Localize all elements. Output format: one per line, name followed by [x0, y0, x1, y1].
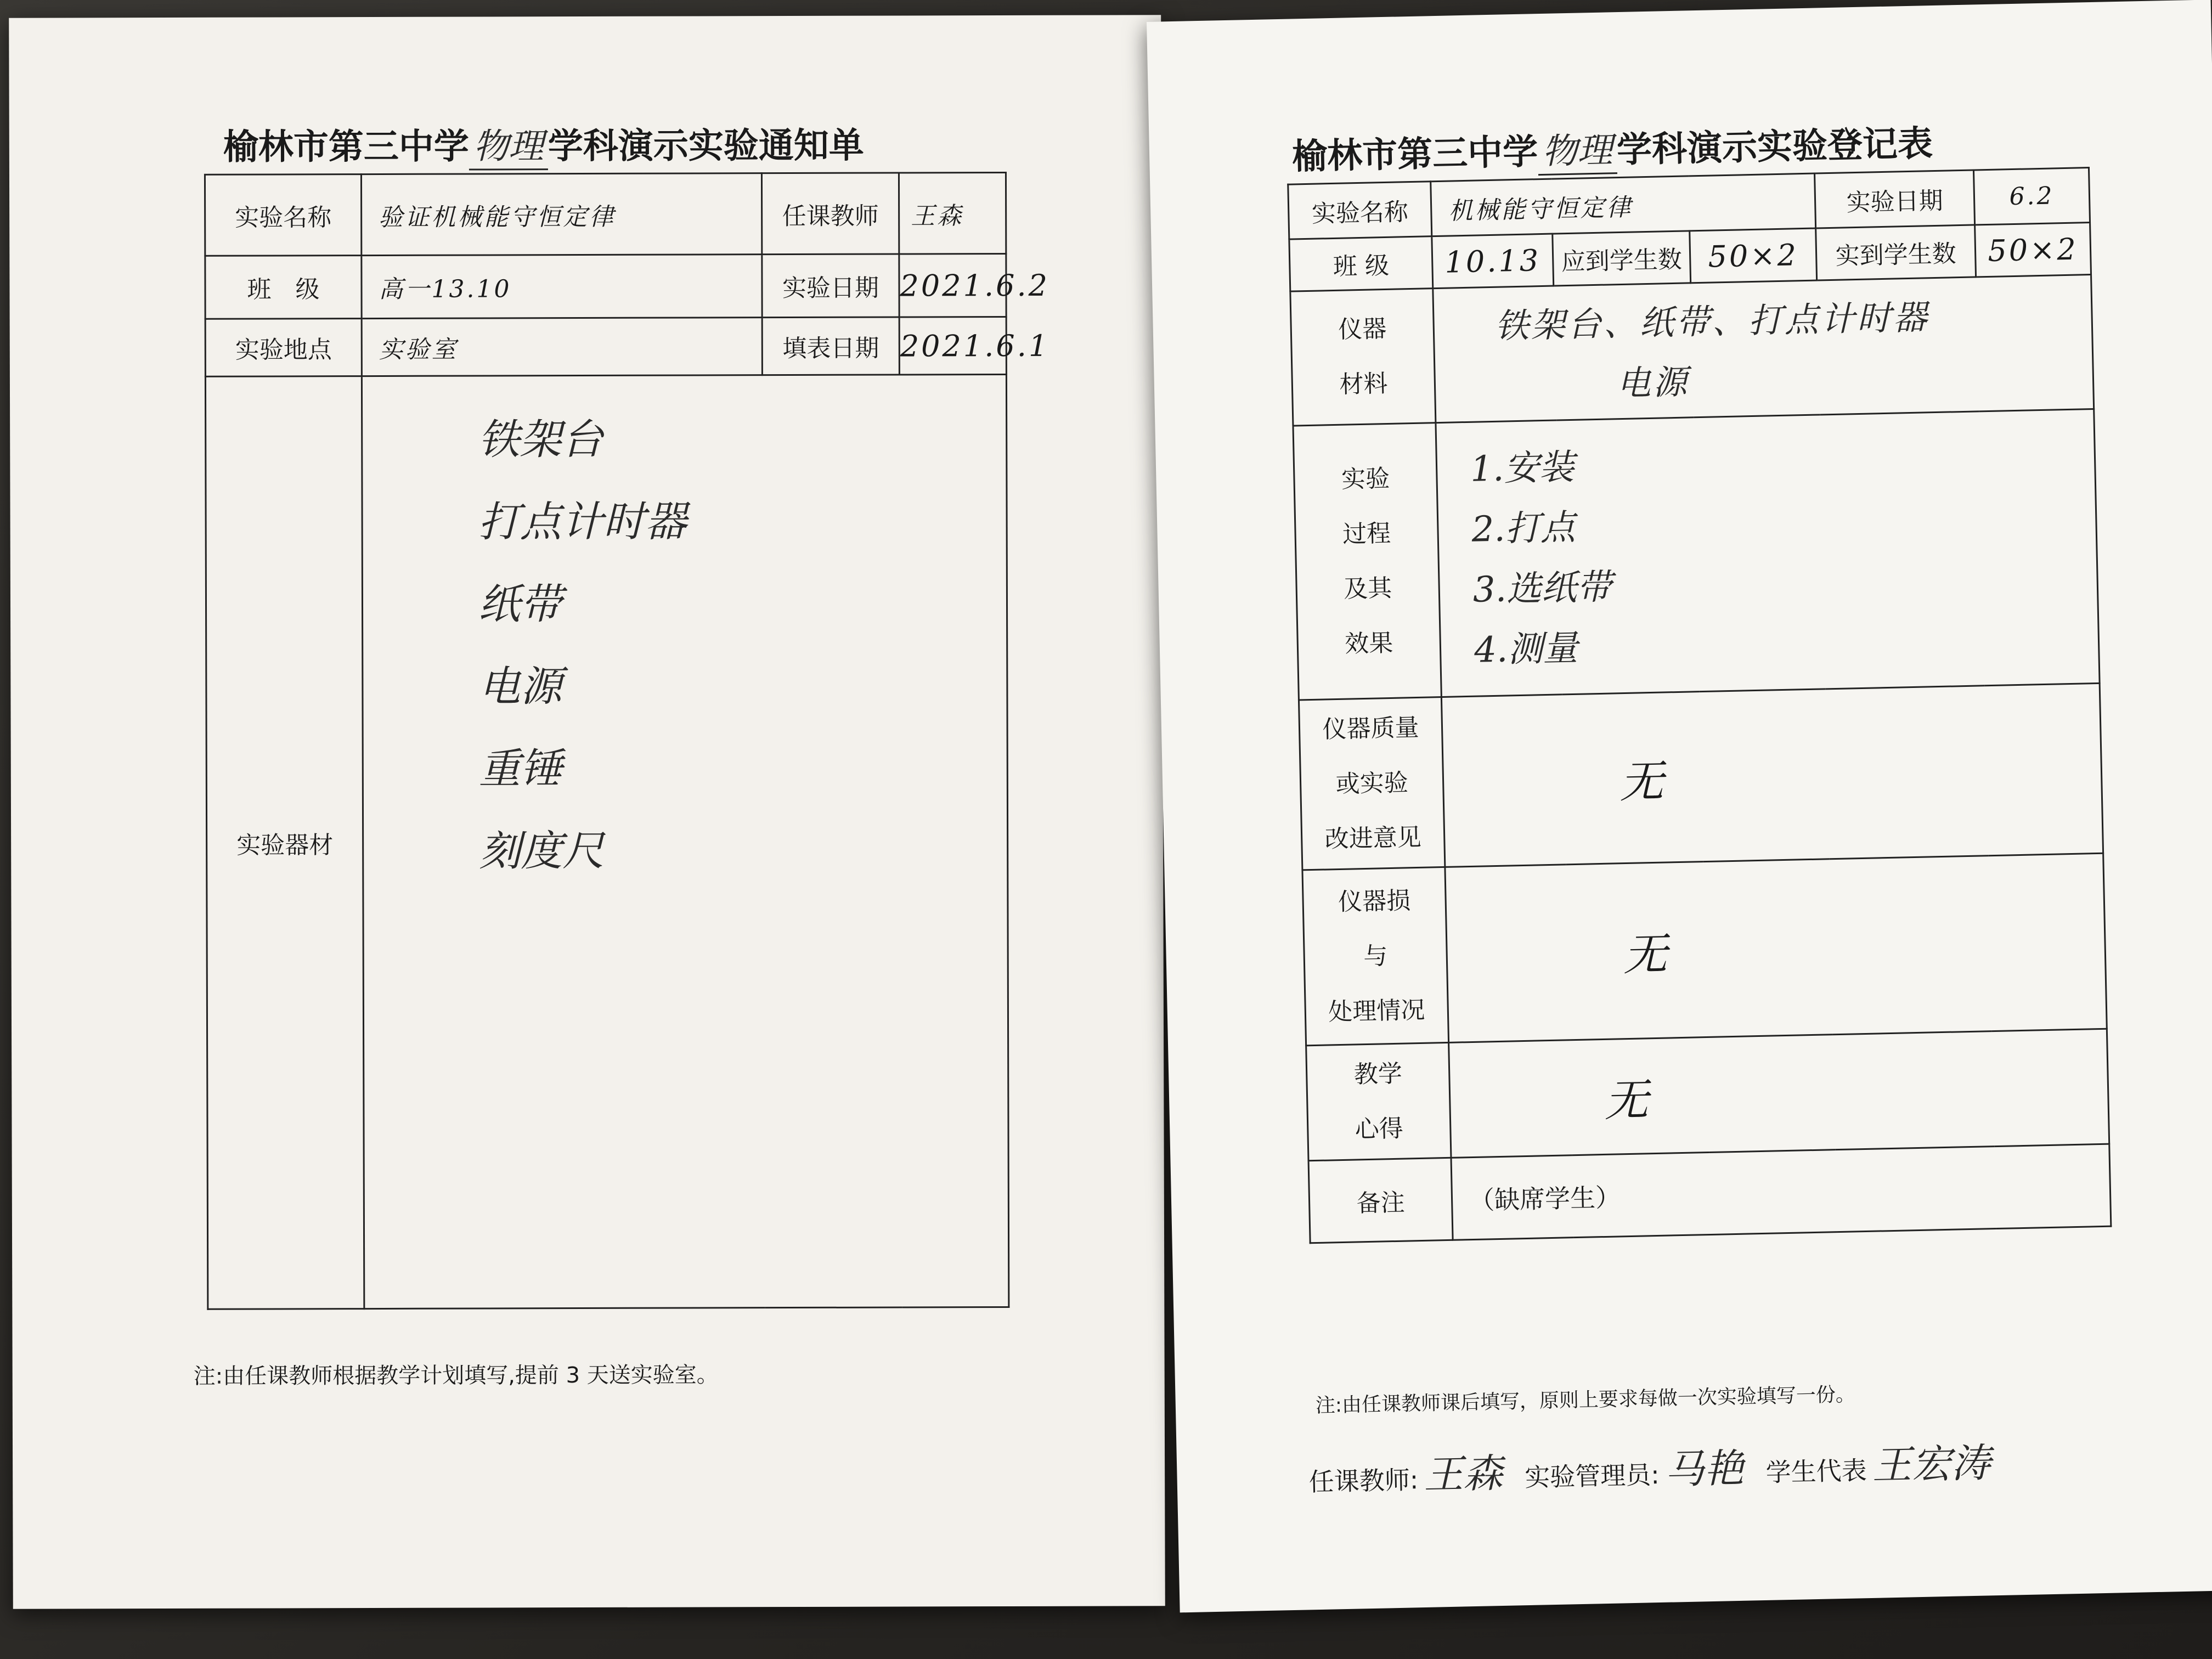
label-equipment: 实验器材	[205, 376, 364, 1310]
equipment-item: 重锤	[478, 744, 562, 793]
label-reflection-line: 心得	[1355, 1114, 1404, 1143]
register-footnote: 注:由任课教师课后填写，原则上要求每做一次实验填写一份。	[1315, 1383, 1856, 1418]
instruments-line-1: 铁架台、纸带、打点计时器	[1494, 297, 1930, 346]
value-teacher: 王森	[899, 172, 1006, 254]
label-process-line: 实验	[1341, 464, 1390, 494]
label-reg-exp-date: 实验日期	[1815, 170, 1975, 228]
label-reflection-line: 教学	[1353, 1059, 1403, 1089]
process-step: 3.选纸带	[1472, 567, 1612, 611]
value-reg-class: 10.13	[1432, 234, 1554, 289]
value-damage: 无	[1445, 853, 2107, 1042]
equipment-item: 打点计时器	[478, 496, 687, 546]
notice-title-suffix: 学科演示实验通知单	[548, 125, 864, 167]
label-actual: 实到学生数	[1816, 225, 1976, 280]
equipment-list	[478, 397, 1007, 893]
label-process-line: 及其	[1343, 574, 1392, 603]
label-instruments	[1290, 289, 1436, 426]
notice-subject: 物理	[469, 118, 548, 170]
process-step: 4.测量	[1474, 628, 1578, 671]
notice-sheet	[9, 15, 1165, 1609]
label-instruments-line: 仪器	[1338, 314, 1387, 344]
manager-sign-label: 实验管理员:	[1524, 1460, 1660, 1493]
register-title	[1291, 115, 1933, 180]
value-quality: 无	[1441, 683, 2103, 867]
value-reg-exp-date: 6.2	[1973, 168, 2090, 225]
label-exp-date: 实验日期	[762, 254, 899, 318]
value-place: 实验室	[362, 318, 762, 376]
value-actual: 50×2	[1975, 223, 2091, 277]
label-quality	[1299, 697, 1444, 870]
label-fill-date: 填表日期	[762, 317, 899, 375]
process-cell	[1436, 409, 2100, 697]
label-quality-line: 或实验	[1335, 768, 1409, 798]
label-expected: 应到学生数	[1553, 231, 1691, 286]
value-fill-date: 2021.6.1	[899, 317, 1006, 375]
label-place: 实验地点	[205, 319, 362, 377]
register-title-prefix: 榆林市第三中学	[1291, 132, 1538, 178]
process-step: 2.打点	[1471, 507, 1576, 550]
label-damage-line: 仪器损	[1338, 886, 1411, 916]
label-remarks: 备注	[1308, 1158, 1453, 1243]
label-reflection	[1306, 1042, 1451, 1160]
label-exp-name: 实验名称	[205, 174, 361, 256]
label-quality-line: 仪器质量	[1322, 713, 1420, 744]
register-table	[1287, 167, 2112, 1244]
student-sign-label: 学生代表	[1765, 1455, 1867, 1487]
label-reg-name: 实验名称	[1288, 182, 1432, 239]
notice-table	[204, 172, 1050, 1310]
value-remarks: （缺席学生）	[1451, 1144, 2111, 1240]
teacher-sign-label: 任课教师:	[1308, 1465, 1419, 1497]
teacher-signature: 王森	[1423, 1449, 1503, 1498]
instruments-line-2: 电源	[1616, 362, 1690, 404]
equipment-item: 铁架台	[478, 414, 603, 464]
value-exp-name: 验证机械能守恒定律	[361, 173, 761, 256]
label-process-line: 过程	[1342, 519, 1391, 549]
label-instruments-line: 材料	[1339, 369, 1388, 399]
label-damage-line: 处理情况	[1328, 996, 1425, 1026]
equipment-cell	[362, 374, 1008, 1308]
notice-title	[223, 117, 864, 171]
label-reg-class: 班 级	[1289, 236, 1433, 291]
label-class: 班 级	[205, 256, 362, 319]
register-subject: 物理	[1537, 122, 1617, 176]
value-exp-date: 2021.6.2	[899, 253, 1006, 317]
value-reg-name: 机械能守恒定律	[1431, 173, 1816, 236]
label-process	[1293, 423, 1441, 700]
label-process-line: 效果	[1344, 629, 1393, 658]
student-signature: 王宏涛	[1871, 1440, 1991, 1488]
register-sheet	[1147, 0, 2212, 1612]
notice-title-prefix: 榆林市第三中学	[223, 126, 469, 168]
process-step: 1.安装	[1470, 447, 1575, 490]
instruments-cell	[1433, 275, 2094, 423]
register-title-suffix: 学科演示实验登记表	[1616, 123, 1933, 171]
equipment-item: 电源	[478, 662, 562, 711]
value-class: 高一13.10	[362, 255, 762, 319]
label-quality-line: 改进意见	[1324, 823, 1422, 854]
manager-signature: 马艳	[1664, 1444, 1745, 1493]
process-steps	[1470, 426, 2098, 681]
label-damage-line: 与	[1363, 941, 1388, 970]
label-teacher: 任课教师	[761, 173, 899, 255]
equipment-item: 刻度尺	[479, 826, 605, 876]
label-damage	[1302, 867, 1449, 1045]
value-reflection: 无	[1449, 1029, 2109, 1158]
notice-footnote: 注:由任课教师根据教学计划填写,提前 3 天送实验室。	[193, 1362, 719, 1389]
equipment-item: 纸带	[478, 579, 562, 629]
value-expected: 50×2	[1690, 228, 1817, 283]
signature-row	[1308, 1431, 2013, 1503]
